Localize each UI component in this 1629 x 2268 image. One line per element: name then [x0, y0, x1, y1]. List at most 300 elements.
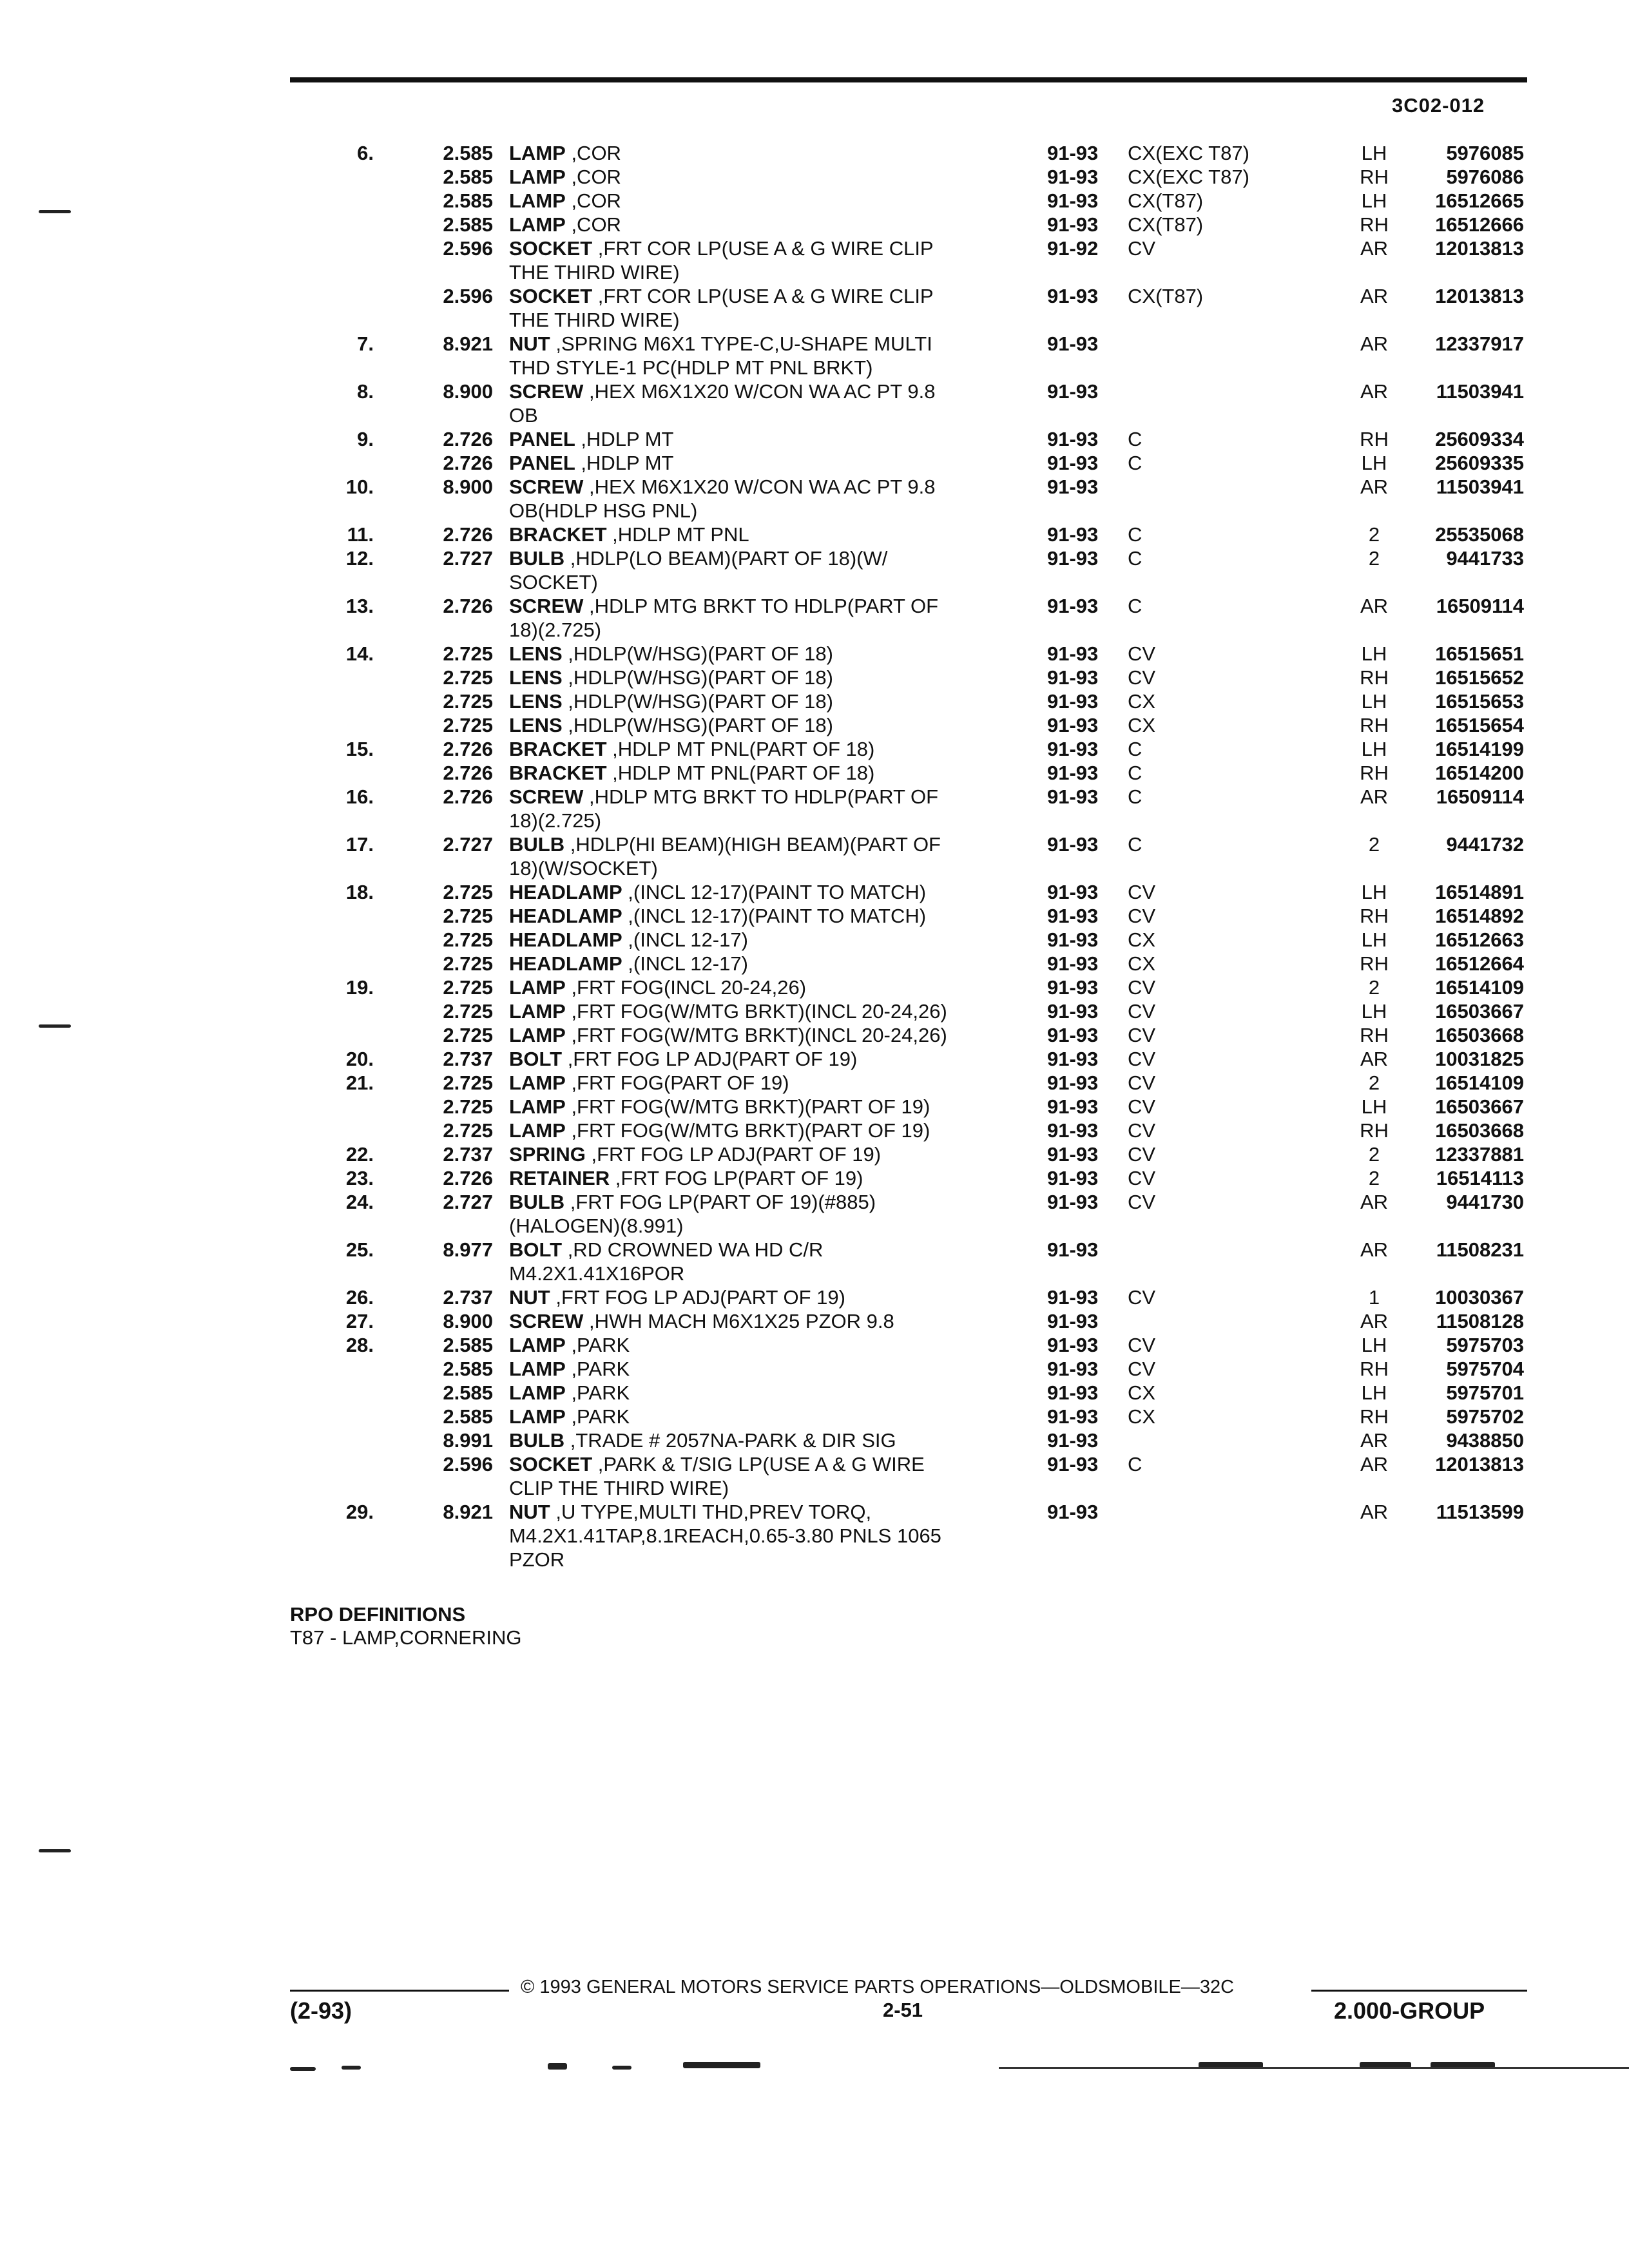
model-code: CV [1128, 642, 1156, 665]
quantity: AR [1360, 285, 1389, 307]
group-number: 2.725 [443, 1095, 493, 1118]
part-detail: ,HWH MACH M6X1X25 PZOR 9.8 [583, 1310, 894, 1332]
part-number: 16512666 [1435, 213, 1524, 236]
model-code: C [1128, 738, 1142, 760]
model-code: CX [1128, 1381, 1156, 1404]
part-name: PANEL [509, 428, 575, 450]
part-name: LAMP [509, 213, 566, 236]
description-continuation: THE THIRD WIRE) [509, 261, 680, 284]
part-number: 16509114 [1436, 595, 1524, 617]
model-code: CX [1128, 714, 1156, 736]
quantity: AR [1360, 1501, 1389, 1523]
year-range: 91-93 [1047, 1429, 1099, 1452]
part-detail: ,HDLP(W/HSG)(PART OF 18) [562, 666, 833, 689]
part-number: 5976085 [1446, 142, 1524, 164]
part-name: LAMP [509, 1095, 566, 1118]
part-name: HEADLAMP [509, 928, 622, 951]
model-code: CV [1128, 1358, 1156, 1380]
part-description [509, 1310, 894, 1333]
part-description [509, 1072, 789, 1095]
year-range: 91-93 [1047, 738, 1099, 760]
year-range: 91-93 [1047, 1334, 1099, 1356]
part-description [509, 428, 674, 451]
part-number: 16503668 [1435, 1024, 1524, 1046]
part-name: LENS [509, 666, 563, 689]
quantity: 2 [1368, 547, 1380, 570]
part-number: 16514109 [1435, 1072, 1524, 1094]
part-number: 9438850 [1446, 1429, 1524, 1452]
part-description [509, 905, 926, 928]
year-range: 91-93 [1047, 928, 1099, 951]
scan-mark [39, 210, 71, 213]
group-number: 2.585 [443, 1358, 493, 1380]
part-number: 11508128 [1436, 1310, 1524, 1332]
quantity: LH [1361, 690, 1387, 713]
part-detail: ,HDLP MTG BRKT TO HDLP(PART OF [583, 785, 939, 808]
part-description [509, 1167, 863, 1190]
group-number: 2.737 [443, 1286, 493, 1309]
group-number: 8.977 [443, 1238, 493, 1261]
part-description [509, 142, 621, 165]
part-name: SCREW [509, 1310, 584, 1332]
part-description [509, 666, 833, 689]
part-detail: ,COR [565, 189, 621, 212]
year-range: 91-93 [1047, 547, 1099, 570]
quantity: LH [1361, 1334, 1387, 1356]
group-number: 2.725 [443, 976, 493, 999]
model-code: CV [1128, 1000, 1156, 1023]
part-number: 16503667 [1435, 1095, 1524, 1118]
part-description [509, 285, 934, 308]
part-description [509, 476, 936, 499]
group-number: 2.585 [443, 142, 493, 164]
group-number: 2.726 [443, 738, 493, 760]
group-number: 2.596 [443, 237, 493, 260]
part-number: 12013813 [1435, 285, 1524, 307]
part-description [509, 952, 748, 975]
group-number: 2.596 [443, 1453, 493, 1475]
part-detail: ,U TYPE,MULTI THD,PREV TORQ, [550, 1501, 872, 1523]
description-continuation: M4.2X1.41TAP,8.1REACH,0.65-3.80 PNLS 1065 [509, 1524, 941, 1547]
part-number: 16503667 [1435, 1000, 1524, 1023]
part-detail: ,HDLP MTG BRKT TO HDLP(PART OF [583, 595, 939, 617]
quantity: LH [1361, 1000, 1387, 1023]
group-number: 8.900 [443, 1310, 493, 1332]
part-name: LENS [509, 690, 563, 713]
group-number: 2.585 [443, 1405, 493, 1428]
part-name: LAMP [509, 1072, 566, 1094]
description-continuation: SOCKET) [509, 571, 598, 593]
scan-mark [39, 1024, 71, 1028]
rpo-definition: T87 - LAMP,CORNERING [290, 1626, 522, 1649]
part-number: 16515653 [1435, 690, 1524, 713]
part-number: 16514891 [1435, 881, 1524, 903]
model-code: CV [1128, 1334, 1156, 1356]
ref-number: 14. [345, 642, 374, 665]
part-description [509, 1191, 876, 1214]
year-range: 91-92 [1047, 237, 1099, 260]
footer-rule-left [290, 1990, 509, 1992]
group-number: 2.585 [443, 1381, 493, 1404]
description-continuation: 18)(W/SOCKET) [509, 857, 658, 879]
footer-rule-right [1311, 1990, 1527, 1992]
group-number: 8.900 [443, 476, 493, 498]
ref-number: 24. [345, 1191, 374, 1213]
part-detail: ,HDLP MT PNL(PART OF 18) [606, 762, 875, 784]
part-number: 12013813 [1435, 237, 1524, 260]
quantity: RH [1360, 762, 1389, 784]
part-detail: ,FRT COR LP(USE A & G WIRE CLIP [592, 285, 934, 307]
year-range: 91-93 [1047, 1358, 1099, 1380]
ref-number: 13. [345, 595, 374, 617]
group-number: 2.726 [443, 523, 493, 546]
year-range: 91-93 [1047, 690, 1099, 713]
quantity: 2 [1368, 1167, 1380, 1189]
part-number: 16514199 [1435, 738, 1524, 760]
year-range: 91-93 [1047, 1143, 1099, 1166]
part-name: SPRING [509, 1143, 586, 1166]
rpo-heading: RPO DEFINITIONS [290, 1603, 466, 1626]
part-description [509, 189, 621, 213]
model-code: C [1128, 595, 1142, 617]
part-detail: ,HDLP(LO BEAM)(PART OF 18)(W/ [564, 547, 888, 570]
part-number: 11503941 [1436, 476, 1524, 498]
part-name: RETAINER [509, 1167, 610, 1189]
group-number: 2.737 [443, 1048, 493, 1070]
ref-number: 7. [357, 332, 374, 355]
ref-number: 10. [345, 476, 374, 498]
part-name: LAMP [509, 1334, 566, 1356]
group-number: 2.725 [443, 881, 493, 903]
quantity: AR [1360, 785, 1389, 808]
part-description [509, 523, 749, 546]
part-detail: ,HDLP MT PNL [606, 523, 749, 546]
model-code: CX(T87) [1128, 285, 1204, 307]
part-detail: ,HEX M6X1X20 W/CON WA AC PT 9.8 [583, 476, 936, 498]
model-code: CV [1128, 881, 1156, 903]
quantity: RH [1360, 1358, 1389, 1380]
year-range: 91-93 [1047, 523, 1099, 546]
quantity: RH [1360, 952, 1389, 975]
group-number: 2.725 [443, 928, 493, 951]
model-code: C [1128, 428, 1142, 450]
ref-number: 22. [345, 1143, 374, 1166]
part-number: 11503941 [1436, 380, 1524, 403]
part-number: 5975703 [1446, 1334, 1524, 1356]
group-number: 2.726 [443, 1167, 493, 1189]
part-description [509, 1095, 930, 1119]
model-code: C [1128, 762, 1142, 784]
part-name: SOCKET [509, 237, 593, 260]
quantity: AR [1360, 1048, 1389, 1070]
year-range: 91-93 [1047, 380, 1099, 403]
part-detail: ,HDLP(W/HSG)(PART OF 18) [562, 714, 833, 736]
part-name: SCREW [509, 476, 584, 498]
part-name: LAMP [509, 1000, 566, 1023]
model-code: CV [1128, 1048, 1156, 1070]
model-code: CX [1128, 1405, 1156, 1428]
part-description [509, 1405, 630, 1428]
part-name: HEADLAMP [509, 952, 622, 975]
description-continuation: (HALOGEN)(8.991) [509, 1215, 684, 1237]
year-range: 91-93 [1047, 452, 1099, 474]
part-number: 9441732 [1446, 833, 1524, 856]
model-code: CX [1128, 952, 1156, 975]
ref-number: 6. [357, 142, 374, 164]
part-number: 5975702 [1446, 1405, 1524, 1428]
group-number: 2.726 [443, 762, 493, 784]
part-description [509, 1429, 896, 1452]
description-continuation: M4.2X1.41X16POR [509, 1262, 685, 1285]
part-detail: ,COR [565, 166, 621, 188]
quantity: 2 [1368, 833, 1380, 856]
part-detail: ,FRT FOG LP(PART OF 19)(#885) [564, 1191, 876, 1213]
quantity: 2 [1368, 523, 1380, 546]
part-name: LAMP [509, 1358, 566, 1380]
part-name: BRACKET [509, 762, 607, 784]
part-description [509, 690, 833, 713]
part-detail: ,FRT COR LP(USE A & G WIRE CLIP [592, 237, 934, 260]
part-name: BULB [509, 833, 565, 856]
group-number: 2.727 [443, 833, 493, 856]
part-name: SCREW [509, 380, 584, 403]
part-number: 16514109 [1435, 976, 1524, 999]
year-range: 91-93 [1047, 905, 1099, 927]
year-range: 91-93 [1047, 1024, 1099, 1046]
ref-number: 19. [345, 976, 374, 999]
part-number: 5975704 [1446, 1358, 1524, 1380]
year-range: 91-93 [1047, 1048, 1099, 1070]
quantity: LH [1361, 928, 1387, 951]
part-detail: ,HDLP MT [575, 428, 674, 450]
quantity: RH [1360, 428, 1389, 450]
model-code: C [1128, 833, 1142, 856]
year-range: 91-93 [1047, 1238, 1099, 1261]
group-number: 2.585 [443, 1334, 493, 1356]
group-number: 2.725 [443, 1072, 493, 1094]
part-description [509, 1000, 947, 1023]
scan-mark [612, 2066, 631, 2070]
part-description [509, 738, 874, 761]
quantity: RH [1360, 1405, 1389, 1428]
part-name: SOCKET [509, 1453, 593, 1475]
part-number: 9441730 [1446, 1191, 1524, 1213]
year-range: 91-93 [1047, 1405, 1099, 1428]
part-number: 12013813 [1435, 1453, 1524, 1475]
group-number: 2.725 [443, 690, 493, 713]
model-code: C [1128, 452, 1142, 474]
year-range: 91-93 [1047, 428, 1099, 450]
quantity: RH [1360, 905, 1389, 927]
quantity: LH [1361, 642, 1387, 665]
part-number: 16509114 [1436, 785, 1524, 808]
quantity: AR [1360, 476, 1389, 498]
quantity: 1 [1368, 1286, 1380, 1309]
part-description [509, 976, 806, 999]
group-number: 8.900 [443, 380, 493, 403]
year-range: 91-93 [1047, 1381, 1099, 1404]
model-code: CV [1128, 1095, 1156, 1118]
part-number: 16515652 [1435, 666, 1524, 689]
quantity: LH [1361, 738, 1387, 760]
ref-number: 12. [345, 547, 374, 570]
description-continuation: OB(HDLP HSG PNL) [509, 499, 698, 522]
quantity: AR [1360, 1238, 1389, 1261]
part-description [509, 642, 833, 666]
part-description [509, 380, 936, 403]
part-detail: ,HDLP(W/HSG)(PART OF 18) [562, 690, 833, 713]
part-name: NUT [509, 1286, 550, 1309]
year-range: 91-93 [1047, 666, 1099, 689]
year-range: 91-93 [1047, 1000, 1099, 1023]
quantity: AR [1360, 380, 1389, 403]
part-number: 25609335 [1435, 452, 1524, 474]
model-code: CV [1128, 1143, 1156, 1166]
part-name: LAMP [509, 1405, 566, 1428]
year-range: 91-93 [1047, 952, 1099, 975]
year-range: 91-93 [1047, 881, 1099, 903]
model-code: CV [1128, 1072, 1156, 1094]
part-detail: ,FRT FOG(W/MTG BRKT)(INCL 20-24,26) [565, 1000, 947, 1023]
quantity: AR [1360, 1191, 1389, 1213]
description-continuation: OB [509, 404, 538, 427]
model-code: CV [1128, 976, 1156, 999]
part-detail: ,(INCL 12-17)(PAINT TO MATCH) [622, 905, 927, 927]
bottom-rule [999, 2067, 1629, 2069]
description-continuation: 18)(2.725) [509, 619, 602, 641]
page-number: 2-51 [883, 1999, 923, 2021]
model-code: CX(EXC T87) [1128, 166, 1249, 188]
year-range: 91-93 [1047, 642, 1099, 665]
group-number: 2.725 [443, 952, 493, 975]
part-name: HEADLAMP [509, 881, 622, 903]
part-name: HEADLAMP [509, 905, 622, 927]
part-name: LAMP [509, 1119, 566, 1142]
part-name: BOLT [509, 1048, 563, 1070]
quantity: RH [1360, 166, 1389, 188]
part-description [509, 1381, 630, 1405]
part-detail: ,FRT FOG(PART OF 19) [565, 1072, 789, 1094]
quantity: 2 [1368, 1143, 1380, 1166]
quantity: RH [1360, 1119, 1389, 1142]
model-code: C [1128, 523, 1142, 546]
part-name: NUT [509, 1501, 550, 1523]
part-detail: ,RD CROWNED WA HD C/R [562, 1238, 824, 1261]
part-detail: ,FRT FOG LP(PART OF 19) [610, 1167, 863, 1189]
description-continuation: 18)(2.725) [509, 809, 602, 832]
model-code: CV [1128, 1167, 1156, 1189]
part-number: 16514113 [1436, 1167, 1524, 1189]
group-number: 2.725 [443, 642, 493, 665]
part-detail: ,FRT FOG LP ADJ(PART OF 19) [585, 1143, 882, 1166]
part-description [509, 1024, 947, 1047]
model-code: C [1128, 785, 1142, 808]
quantity: LH [1361, 189, 1387, 212]
year-range: 91-93 [1047, 976, 1099, 999]
part-number: 11508231 [1436, 1238, 1524, 1261]
part-description [509, 595, 938, 618]
part-name: SCREW [509, 595, 584, 617]
model-code: CX(T87) [1128, 189, 1204, 212]
part-description [509, 1238, 823, 1262]
model-code: CV [1128, 1024, 1156, 1046]
ref-number: 25. [345, 1238, 374, 1261]
quantity: LH [1361, 1095, 1387, 1118]
part-detail: ,(INCL 12-17) [622, 928, 748, 951]
quantity: LH [1361, 452, 1387, 474]
part-detail: ,FRT FOG LP ADJ(PART OF 19) [550, 1286, 845, 1309]
quantity: RH [1360, 666, 1389, 689]
part-detail: ,FRT FOG(INCL 20-24,26) [565, 976, 807, 999]
part-description [509, 1048, 857, 1071]
year-range: 91-93 [1047, 213, 1099, 236]
ref-number: 23. [345, 1167, 374, 1189]
part-number: 16514892 [1435, 905, 1524, 927]
group-number: 2.726 [443, 595, 493, 617]
model-code: CV [1128, 666, 1156, 689]
year-range: 91-93 [1047, 1310, 1099, 1332]
year-range: 91-93 [1047, 1501, 1099, 1523]
ref-number: 29. [345, 1501, 374, 1523]
part-name: BRACKET [509, 523, 607, 546]
year-range: 91-93 [1047, 189, 1099, 212]
part-name: SOCKET [509, 285, 593, 307]
ref-number: 11. [347, 523, 374, 546]
part-description [509, 833, 941, 856]
part-name: BULB [509, 1191, 565, 1213]
part-number: 16512663 [1435, 928, 1524, 951]
top-rule [290, 77, 1527, 82]
group-number: 2.725 [443, 1119, 493, 1142]
model-code: CX [1128, 690, 1156, 713]
year-range: 91-93 [1047, 1286, 1099, 1309]
part-description [509, 1286, 845, 1309]
model-code: CV [1128, 1191, 1156, 1213]
ref-number: 28. [345, 1334, 374, 1356]
quantity: AR [1360, 237, 1389, 260]
quantity: LH [1361, 142, 1387, 164]
model-code: CX(EXC T87) [1128, 142, 1249, 164]
part-detail: ,HDLP MT PNL(PART OF 18) [606, 738, 875, 760]
quantity: LH [1361, 881, 1387, 903]
part-name: BOLT [509, 1238, 563, 1261]
group-number: 2.585 [443, 189, 493, 212]
ref-number: 9. [357, 428, 374, 450]
model-code: CV [1128, 905, 1156, 927]
ref-number: 8. [357, 380, 374, 403]
description-continuation: THE THIRD WIRE) [509, 309, 680, 331]
footer-date: (2-93) [290, 1997, 352, 2024]
group-number: 2.726 [443, 785, 493, 808]
page-code: 3C02-012 [1392, 94, 1485, 117]
part-number: 10031825 [1435, 1048, 1524, 1070]
part-detail: ,COR [565, 213, 621, 236]
model-code: CX [1128, 928, 1156, 951]
description-continuation: THD STYLE-1 PC(HDLP MT PNL BRKT) [509, 356, 873, 379]
part-detail: ,HDLP MT [575, 452, 674, 474]
year-range: 91-93 [1047, 1095, 1099, 1118]
quantity: RH [1360, 714, 1389, 736]
part-number: 16515651 [1435, 642, 1524, 665]
part-description [509, 1453, 925, 1476]
quantity: AR [1360, 595, 1389, 617]
part-name: LAMP [509, 166, 566, 188]
year-range: 91-93 [1047, 1072, 1099, 1094]
scan-mark [290, 2067, 316, 2071]
ref-number: 17. [345, 833, 374, 856]
ref-number: 27. [345, 1310, 374, 1332]
part-detail: ,FRT FOG(W/MTG BRKT)(INCL 20-24,26) [565, 1024, 947, 1046]
